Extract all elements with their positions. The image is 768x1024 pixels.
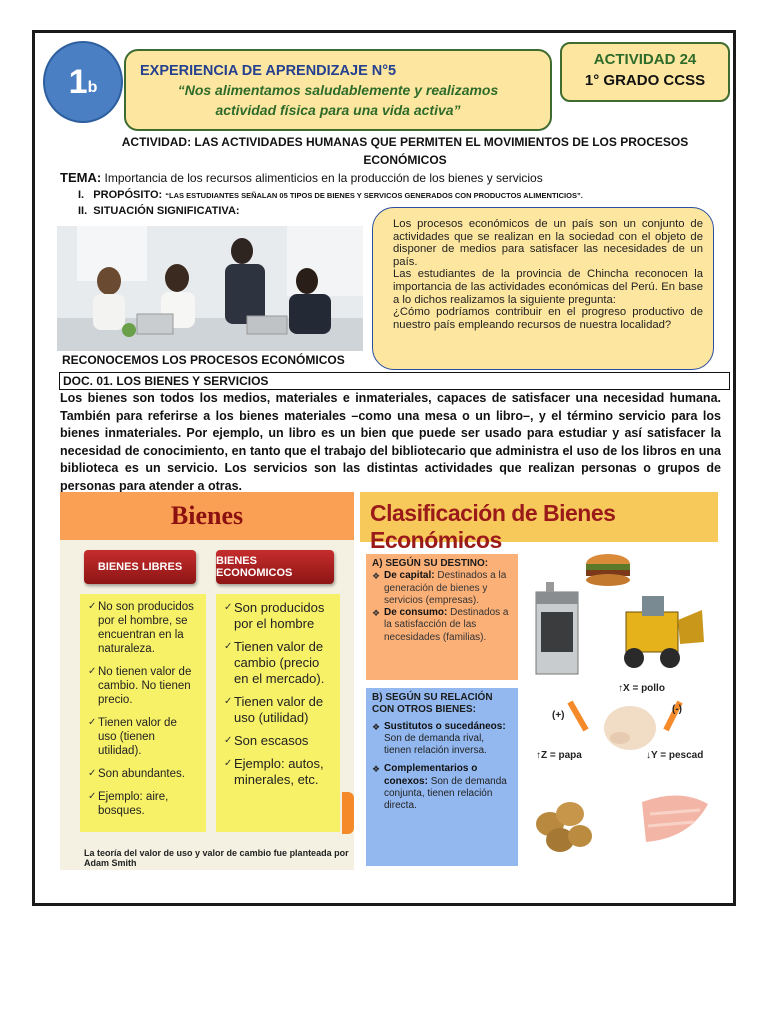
clasificacion-title: Clasificación de Bienes Económicos (370, 500, 616, 553)
activity-heading-line1: ACTIVIDAD: LAS ACTIVIDADES HUMANAS QUE PERMITEN EL MOVIMIENTOS DE LOS PROCESOS (121, 135, 689, 149)
list-item: ❖ De consumo: Destinados a la satisfacción de las necesidades (familias). (372, 607, 512, 644)
situacion-p1: Los procesos económicos de un país son un conjunto de actividades que se realizan en la sociedad con el objeto de disponer de medios para satisfacer las necesidades de un país. (393, 218, 703, 268)
check-icon: ✓ (224, 641, 233, 652)
arrow-down-left-icon (570, 702, 586, 730)
situacion-box (372, 207, 714, 370)
bienes-economicos-label: BIENES ECONOMICOS (216, 550, 334, 584)
segun-relacion-heading: B) SEGÚN SU RELACIÓN CON OTROS BIENES: (372, 692, 493, 716)
badge-number: 1 (68, 62, 88, 101)
segun-destino-box (366, 554, 518, 680)
check-icon: ✓ (88, 791, 97, 802)
label-plus: (+) (552, 710, 565, 721)
section-title: RECONOCEMOS LOS PROCESOS ECONÓMICOS (62, 353, 345, 367)
list-item: ✓ Tienen valor de uso (utilidad) (224, 694, 324, 725)
situacion-p2: Las estudiantes de la provincia de Chincha reconocen la importancia de las actividades económicas del Perú. En base a lo dichos realizamos la siguiente pregunta: (393, 268, 703, 306)
experience-subtitle-1: “Nos alimentamos saludablemente y realizamos (177, 82, 499, 98)
tema-line (60, 171, 543, 185)
list-item: ✓ Son escasos (224, 733, 309, 748)
doc-title: DOC. 01. LOS BIENES Y SERVICIOS (59, 372, 730, 390)
doc-paragraph: Los bienes son todos los medios, materiales e inmateriales, capaces de satisfacer una necesidad humana. También para referirse a los bienes materiales –como una mesa o un libro–, y el término servicio para los bienes inmateriales. Por ejemplo, un libro es un bien que puede ser usado para estudiar y así satisfacer la necesidad de conocimiento, en tanto que el trabajo del bibliotecario que administra el uso de los libros en una biblioteca es un servicio. Los servicios son las distintas actividades que realizan personas o grupos de personas para atender a otras. (60, 391, 721, 493)
bienes-economicos-list (216, 594, 340, 832)
experience-title: EXPERIENCIA DE APRENDIZAJE N°5 (140, 63, 397, 79)
check-icon: ✓ (88, 768, 97, 779)
check-icon: ✓ (88, 601, 97, 612)
segun-relacion-box (366, 688, 518, 866)
grade-label: 1° GRADO CCSS (584, 72, 706, 89)
list-item: ❖ De capital: Destinados a la generación de bienes y servicios (empresas). (372, 570, 512, 607)
activity-box (560, 42, 730, 102)
activity-heading (60, 133, 750, 169)
activity-number: ACTIVIDAD 24 (593, 51, 697, 68)
fish-fillet-icon (642, 795, 708, 842)
experience-subtitle-2: actividad física para una vida activa” (215, 102, 461, 118)
list-item: ✓ Tienen valor de uso (tienen utilidad). (88, 717, 177, 757)
office-photo-illustration (57, 226, 363, 351)
grade-badge (43, 41, 123, 123)
badge-letter: b (87, 79, 98, 96)
label-minus: (-) (672, 704, 682, 715)
loader-icon (624, 596, 704, 668)
stove-icon (536, 582, 578, 674)
check-icon: ✓ (224, 602, 233, 613)
bienes-panel (60, 492, 354, 870)
list-item: ✓ Ejemplo: aire, bosques. (88, 791, 169, 817)
potatoes-icon (536, 802, 592, 852)
bienes-libres-label: BIENES LIBRES (84, 550, 196, 584)
orange-tab-decoration (342, 792, 354, 834)
list-item: ✓ No tienen valor de cambio. No tienen precio. (88, 666, 192, 706)
tema-text: Importancia de los recursos alimenticios en la producción de los bienes y servicios (104, 171, 543, 185)
check-icon: ✓ (224, 696, 233, 707)
situacion-label: SITUACIÓN SIGNIFICATIVA: (93, 205, 240, 217)
segun-destino-heading: A) SEGÚN SU DESTINO: (372, 558, 489, 569)
check-icon: ✓ (88, 717, 97, 728)
experience-box (124, 49, 552, 131)
check-icon: ✓ (224, 758, 233, 769)
bienes-libres-list (80, 594, 206, 832)
label-y-pescado: ↓Y = pescad (646, 750, 704, 761)
office-team-photo (57, 226, 363, 351)
clasificacion-header (360, 492, 718, 553)
bienes-footer: La teoría del valor de uso y valor de cambio fue planteada por Adam Smith (84, 848, 349, 868)
situacion-numeral: II. (78, 205, 88, 217)
chicken-icon (604, 706, 656, 750)
check-icon: ✓ (88, 666, 97, 677)
list-item: ✓ No son producidos por el hombre, se encuentran en la naturaleza. (88, 601, 194, 655)
label-z-papa: ↑Z = papa (536, 750, 582, 761)
proposito-text: “LAS ESTUDIANTES SEÑALAN 05 TIPOS DE BIENES Y SERVICOS GENERADOS CON PRODUCTOS ALIMENTICIOS”. (165, 191, 583, 200)
proposito-line (78, 188, 583, 203)
clasificacion-panel (360, 492, 718, 870)
bienes-title: Bienes (170, 501, 244, 530)
list-item: ✓ Son producidos por el hombre (224, 600, 325, 631)
list-item: ✓ Ejemplo: autos, minerales, etc. (224, 756, 324, 787)
list-item: ✓ Son abundantes. (88, 768, 185, 780)
tema-label: TEMA: (60, 170, 102, 185)
proposito-numeral: I. (78, 189, 85, 201)
check-icon: ✓ (224, 735, 233, 746)
label-x-pollo: ↑X = pollo (618, 683, 665, 694)
list-item: ❖ Sustitutos o sucedáneos: Son de demanda rival, tienen relación inversa. (372, 721, 512, 758)
bienes-header (60, 492, 354, 540)
proposito-label: PROPÓSITO: (93, 189, 163, 201)
situacion-p3: ¿Cómo podríamos contribuir en el progreso productivo de nuestro país empleando recursos de nuestra localidad? (393, 306, 703, 331)
burger-icon (586, 554, 630, 586)
list-item: ✓ Tienen valor de cambio (precio en el mercado). (224, 639, 325, 686)
situacion-line (78, 204, 240, 218)
list-item: ❖ Complementarios o conexos: Son de demanda conjunta, tienen relación directa. (372, 763, 512, 812)
activity-heading-line2: ECONÓMICOS (363, 153, 447, 167)
